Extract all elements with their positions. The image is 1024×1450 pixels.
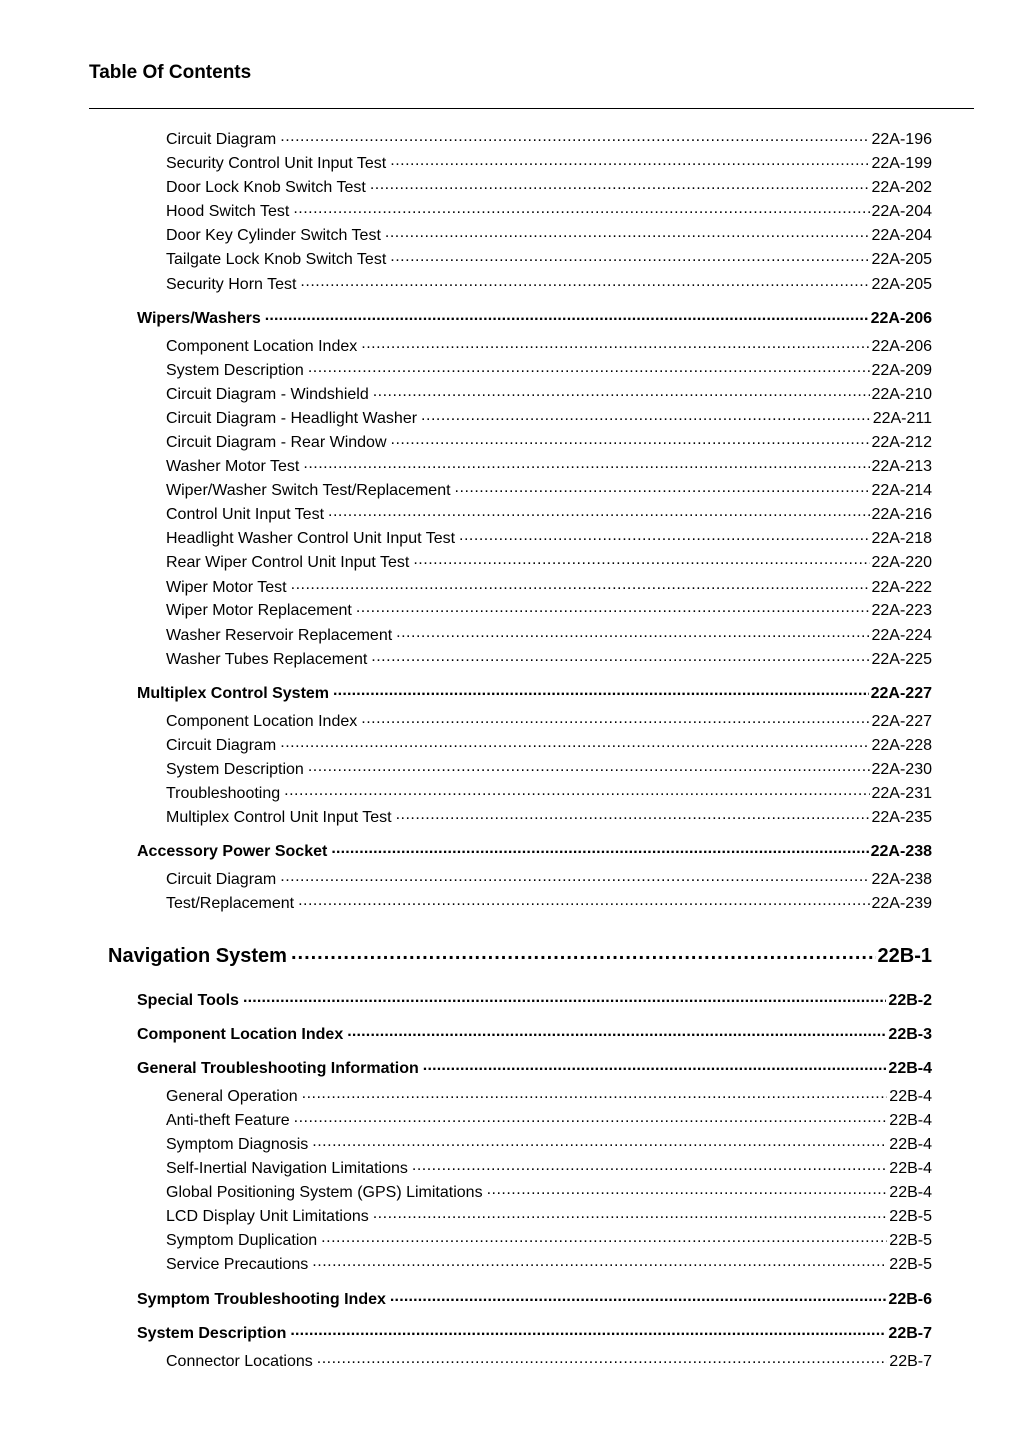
toc-entry-title: Washer Tubes Replacement (166, 651, 368, 668)
dot-leader (333, 682, 869, 698)
toc-entry-title: Multiplex Control System (137, 685, 330, 702)
toc-item (166, 200, 932, 221)
toc-entry-page: 22A-204 (871, 203, 932, 220)
toc-entry-page: 22A-227 (871, 713, 932, 730)
toc-entry-title: System Description (137, 1325, 287, 1342)
dot-leader (280, 734, 869, 750)
toc-entry-page: 22A-238 (870, 843, 932, 860)
toc-item (166, 1109, 932, 1130)
toc-entry-page: 22A-211 (872, 410, 932, 427)
toc-entry-page: 22A-228 (871, 737, 932, 754)
toc-entry-title: Wipers/Washers (137, 310, 261, 327)
toc-entry-page: 22B-4 (889, 1184, 932, 1201)
toc-section (137, 307, 932, 328)
dot-leader (423, 1057, 887, 1073)
toc-entry-page: 22B-2 (888, 992, 932, 1009)
toc-entry-page: 22A-205 (871, 276, 932, 293)
toc-entry-title: Symptom Diagnosis (166, 1136, 309, 1153)
dot-leader (298, 892, 869, 908)
toc-entry-title: Security Horn Test (166, 276, 297, 293)
dot-leader (265, 307, 869, 323)
dot-leader (302, 1085, 888, 1101)
toc-entry-page: 22A-225 (871, 651, 932, 668)
toc-entry-title: Multiplex Control Unit Input Test (166, 809, 392, 826)
toc-entry-page: 22A-206 (871, 338, 932, 355)
toc-entry-page: 22A-231 (871, 785, 932, 802)
toc-section (137, 989, 932, 1010)
toc-entry-page: 22A-227 (870, 685, 932, 702)
toc-entry-title: Accessory Power Socket (137, 843, 328, 860)
toc-entry-page: 22B-6 (888, 1291, 932, 1308)
toc-entry-page: 22A-239 (871, 895, 932, 912)
toc-entry-page: 22B-7 (888, 1325, 932, 1342)
dot-leader (303, 455, 869, 471)
toc-entry-page: 22A-206 (870, 310, 932, 327)
toc-entry-title: Washer Motor Test (166, 458, 300, 475)
toc-section (137, 1057, 932, 1078)
page-title: Table Of Contents (89, 62, 252, 83)
toc-entry-title: Special Tools (137, 992, 239, 1009)
toc-entry-page: 22A-235 (871, 809, 932, 826)
toc-entry-page: 22A-220 (871, 554, 932, 571)
toc-entry-title: Connector Locations (166, 1353, 313, 1370)
toc-item (166, 576, 932, 597)
toc-entry-title: Security Control Unit Input Test (166, 155, 387, 172)
dot-leader (385, 224, 870, 240)
toc-entry-page: 22B-5 (889, 1208, 932, 1225)
toc-item (166, 224, 932, 245)
dot-leader (356, 599, 870, 615)
dot-leader (317, 1350, 888, 1366)
dot-leader (294, 1109, 888, 1125)
toc-entry-title: Headlight Washer Control Unit Input Test (166, 530, 456, 547)
dot-leader (328, 503, 869, 519)
toc-item (166, 892, 932, 913)
dot-leader (300, 273, 869, 289)
toc-item (166, 248, 932, 269)
dot-leader (308, 758, 870, 774)
toc-section (137, 1322, 932, 1343)
toc-item (166, 1133, 932, 1154)
dot-leader (421, 407, 871, 423)
dot-leader (370, 176, 870, 192)
dot-leader (390, 152, 869, 168)
toc-entry-title: Door Lock Knob Switch Test (166, 179, 366, 196)
dot-leader (291, 942, 876, 962)
toc-entry-page: 22B-4 (889, 1160, 932, 1177)
toc-item (166, 128, 932, 149)
toc-item (166, 359, 932, 380)
toc-entry-title: Wiper Motor Replacement (166, 602, 352, 619)
toc-entry-page: 22B-7 (889, 1353, 932, 1370)
toc-entry-title: Circuit Diagram (166, 737, 277, 754)
toc-entry-page: 22A-205 (871, 251, 932, 268)
toc-entry-page: 22A-230 (871, 761, 932, 778)
toc-entry-page: 22A-199 (871, 155, 932, 172)
toc-entry-page: 22B-5 (889, 1256, 932, 1273)
toc-entry-title: Symptom Troubleshooting Index (137, 1291, 386, 1308)
toc-entry-page: 22A-222 (871, 579, 932, 596)
toc-item (166, 1229, 932, 1250)
toc-entry-page: 22B-4 (889, 1112, 932, 1129)
dot-leader (291, 576, 870, 592)
toc-chapter (108, 942, 932, 968)
toc-entry-page: 22A-202 (871, 179, 932, 196)
toc-entry-title: Symptom Duplication (166, 1232, 318, 1249)
toc-item (166, 1205, 932, 1226)
dot-leader (396, 806, 870, 822)
toc-entry-title: Circuit Diagram (166, 131, 277, 148)
toc-entry-title: Wiper Motor Test (166, 579, 287, 596)
toc-entry-title: Hood Switch Test (166, 203, 290, 220)
toc-entry-page: 22A-214 (871, 482, 932, 499)
toc-item (166, 648, 932, 669)
toc-entry-page: 22B-4 (888, 1060, 932, 1077)
toc-entry-page: 22B-5 (889, 1232, 932, 1249)
toc-entry-title: Tailgate Lock Knob Switch Test (166, 251, 387, 268)
toc-entry-title: Global Positioning System (GPS) Limitations (166, 1184, 483, 1201)
toc-item (166, 868, 932, 889)
dot-leader (361, 710, 869, 726)
toc-entry-page: 22A-210 (871, 386, 932, 403)
dot-leader (487, 1181, 888, 1197)
toc-item (166, 273, 932, 294)
toc-item (166, 176, 932, 197)
toc-item (166, 734, 932, 755)
dot-leader (459, 527, 869, 543)
toc-entry-title: System Description (166, 761, 304, 778)
toc-section (137, 840, 932, 861)
toc-entry-page: 22A-218 (871, 530, 932, 547)
toc-item (166, 152, 932, 173)
toc-entry-title: Control Unit Input Test (166, 506, 325, 523)
toc-entry-title: Test/Replacement (166, 895, 295, 912)
dot-leader (312, 1133, 887, 1149)
toc-item (166, 527, 932, 548)
dot-leader (373, 383, 870, 399)
toc-entry-page: 22B-4 (889, 1136, 932, 1153)
dot-leader (455, 479, 870, 495)
toc-entry-title: Self-Inertial Navigation Limitations (166, 1160, 408, 1177)
toc-section (137, 1023, 932, 1044)
toc-item (166, 1157, 932, 1178)
dot-leader (347, 1023, 886, 1039)
dot-leader (390, 248, 869, 264)
toc-entry-title: Component Location Index (166, 713, 358, 730)
toc-item (166, 624, 932, 645)
toc-item (166, 431, 932, 452)
toc-entry-title: Wiper/Washer Switch Test/Replacement (166, 482, 451, 499)
toc-entry-title: General Operation (166, 1088, 298, 1105)
toc-entry-page: 22A-238 (871, 871, 932, 888)
toc-entry-page: 22A-204 (871, 227, 932, 244)
dot-leader (280, 868, 869, 884)
toc-entry-title: Anti-theft Feature (166, 1112, 290, 1129)
toc-section (137, 1288, 932, 1309)
toc-entry-title: Circuit Diagram - Rear Window (166, 434, 387, 451)
toc-entry-title: Circuit Diagram (166, 871, 277, 888)
toc-item (166, 806, 932, 827)
toc-entry-page: 22A-216 (871, 506, 932, 523)
dot-leader (396, 624, 869, 640)
toc-item (166, 710, 932, 731)
dot-leader (284, 782, 869, 798)
toc-item (166, 335, 932, 356)
dot-leader (391, 431, 870, 447)
dot-leader (308, 359, 870, 375)
toc-entry-title: Circuit Diagram - Headlight Washer (166, 410, 418, 427)
dot-leader (371, 648, 869, 664)
toc-item (166, 1350, 932, 1371)
toc-entry-title: Component Location Index (166, 338, 358, 355)
toc-entry-page: 22B-4 (889, 1088, 932, 1105)
toc-item (166, 758, 932, 779)
dot-leader (312, 1253, 887, 1269)
toc-entry-page: 22B-3 (888, 1026, 932, 1043)
dot-leader (373, 1205, 888, 1221)
dot-leader (243, 989, 886, 1005)
toc-item (166, 407, 932, 428)
toc-section (137, 682, 932, 703)
toc-entry-title: Troubleshooting (166, 785, 281, 802)
toc-entry-page: 22A-224 (871, 627, 932, 644)
dot-leader (361, 335, 869, 351)
dot-leader (290, 1322, 886, 1338)
toc-entry-title: System Description (166, 362, 304, 379)
toc-entry-page: 22A-223 (871, 602, 932, 619)
toc-entry-title: Rear Wiper Control Unit Input Test (166, 554, 410, 571)
dot-leader (412, 1157, 887, 1173)
toc-entry-title: General Troubleshooting Information (137, 1060, 419, 1077)
toc-entry-title: Component Location Index (137, 1026, 344, 1043)
toc-item (166, 1181, 932, 1202)
dot-leader (293, 200, 869, 216)
toc-item (166, 455, 932, 476)
toc-item (166, 782, 932, 803)
toc-entry-page: 22A-196 (871, 131, 932, 148)
dot-leader (413, 551, 869, 567)
toc-entry-page: 22A-212 (871, 434, 932, 451)
toc-item (166, 551, 932, 572)
toc-entry-page: 22A-209 (871, 362, 932, 379)
toc-entry-page: 22A-213 (871, 458, 932, 475)
toc-item (166, 503, 932, 524)
toc-entry-page: 22B-1 (877, 945, 932, 967)
dot-leader (321, 1229, 887, 1245)
toc-entry-title: LCD Display Unit Limitations (166, 1208, 369, 1225)
toc-item (166, 1253, 932, 1274)
toc-entry-title: Circuit Diagram - Windshield (166, 386, 369, 403)
toc-item (166, 383, 932, 404)
dot-leader (331, 840, 868, 856)
toc-entry-title: Navigation System (108, 945, 287, 967)
toc-entry-title: Service Precautions (166, 1256, 309, 1273)
toc-item (166, 479, 932, 500)
toc-entry-title: Door Key Cylinder Switch Test (166, 227, 381, 244)
dot-leader (390, 1288, 887, 1304)
toc-item (166, 599, 932, 620)
toc-item (166, 1085, 932, 1106)
dot-leader (280, 128, 869, 144)
toc-entry-title: Washer Reservoir Replacement (166, 627, 393, 644)
